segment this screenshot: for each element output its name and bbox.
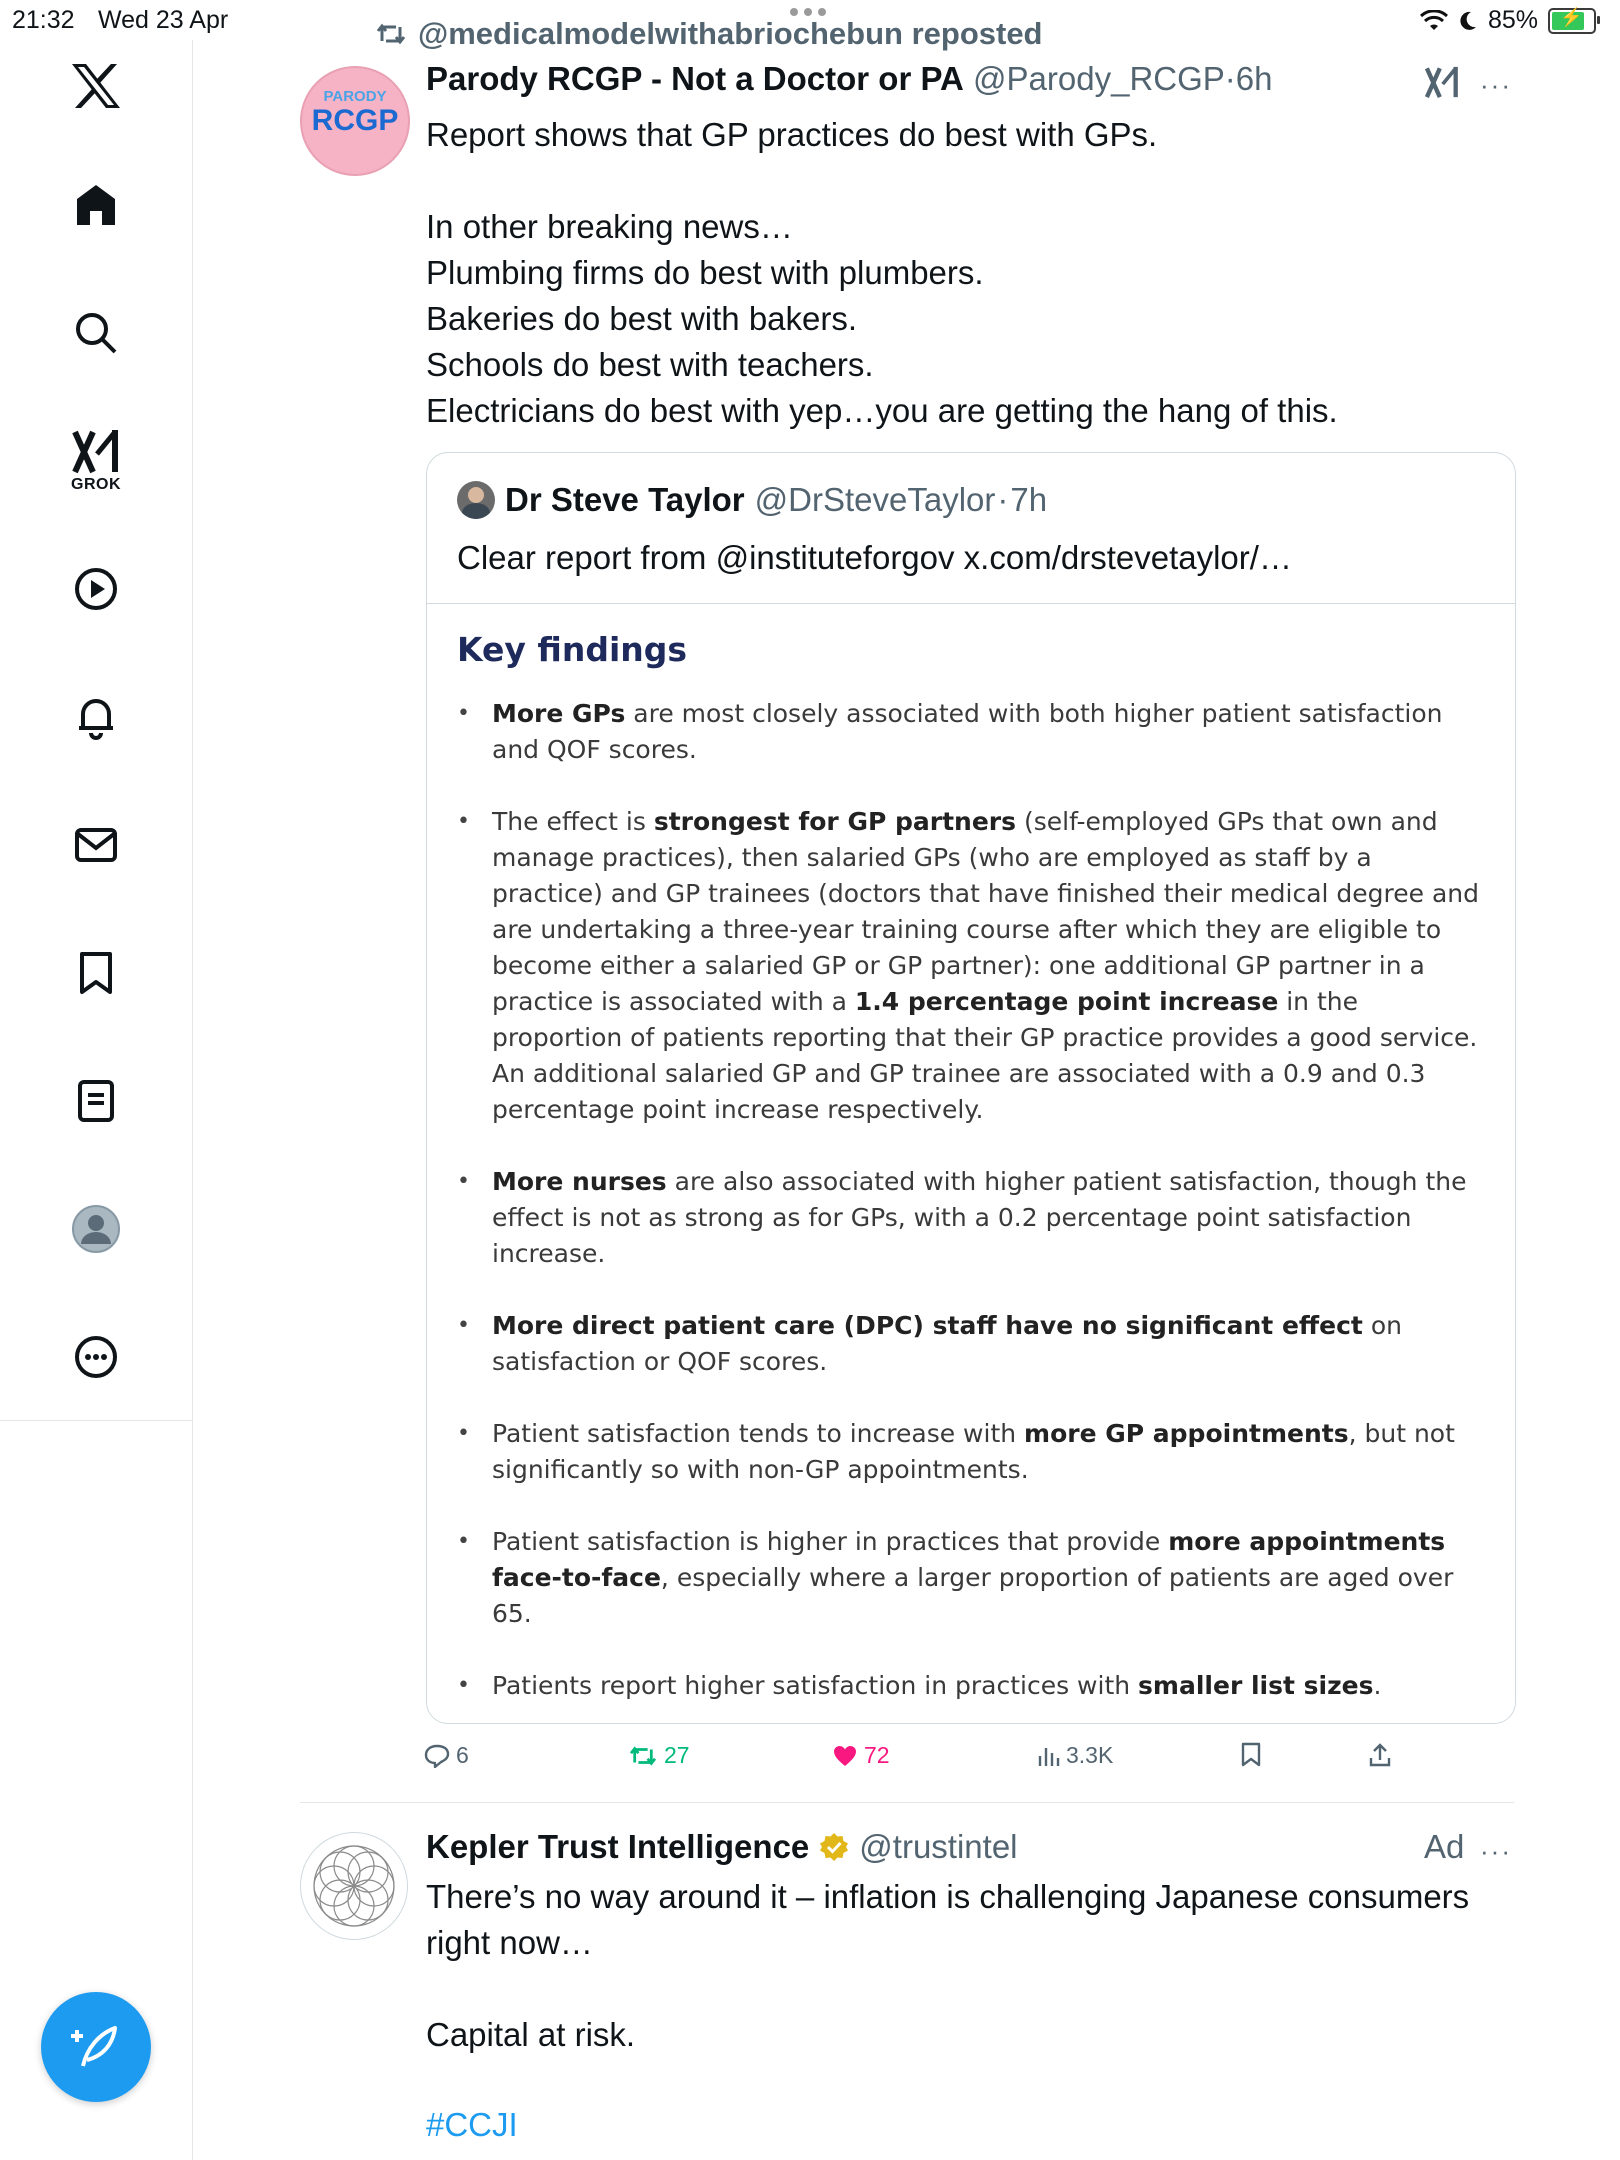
sidebar-item-bookmarks[interactable]: [0, 950, 192, 996]
ad-author-name[interactable]: Kepler Trust Intelligence: [426, 1828, 810, 1865]
ad-more-button[interactable]: ···: [1480, 1836, 1512, 1866]
share-button[interactable]: [1368, 1742, 1392, 1768]
finding-item: [457, 1308, 1487, 1380]
findings-list: [457, 696, 1487, 1724]
compose-post-button[interactable]: [41, 1992, 151, 2102]
post-text: Report shows that GP practices do best with GPs. In other breaking news… Plumbing firms do best with plumbers. Bakeries do best with bakers. Schools do best with teachers. Electricians do best with yep…you are getting the hang of this.: [426, 116, 1338, 429]
finding-text: (self-employed GPs that own and manage practices), then salaried GPs (who are employed as staff by a practice) and GP trainees (doctors that have finished their medical degree and are undertaking a three-year training course after which they are eligible to become either a salaried GP or GP partner): one additional GP partner in a practice is associated with a: [492, 807, 1479, 1016]
finding-bold-text: More nurses: [492, 1167, 667, 1196]
status-time: 21:32: [12, 6, 75, 34]
sidebar-item-more[interactable]: [0, 1334, 192, 1380]
author-name[interactable]: Parody RCGP - Not a Doctor or PA: [426, 60, 964, 97]
finding-bold-text: strongest for GP partners: [653, 807, 1017, 836]
grok-icon: [71, 428, 121, 474]
post-header: [426, 60, 1273, 98]
quote-header: [457, 481, 1047, 519]
multitasking-dots[interactable]: [790, 8, 826, 16]
grok-label: GROK: [71, 476, 121, 493]
finding-text: on satisfaction or QOF scores.: [492, 1311, 1402, 1376]
post-time[interactable]: 6h: [1235, 60, 1273, 97]
ad-post-header: [426, 1828, 1018, 1866]
finding-text: , but not significantly so with non-GP appointments.: [492, 1419, 1455, 1484]
sidebar-item-notifications[interactable]: [0, 694, 192, 740]
home-icon: [73, 182, 119, 228]
key-findings-title: Key findings: [457, 630, 688, 669]
views-count: 3.3K: [1066, 1742, 1114, 1768]
more-circle-icon: [73, 1334, 119, 1380]
repost-icon: [376, 21, 406, 47]
finding-item: [457, 1524, 1487, 1632]
status-right: [1420, 6, 1596, 35]
compose-feather-icon: [69, 2020, 123, 2074]
finding-text: are also associated with higher patient satisfaction, though the effect is not as strong as for GPs, with a 0.2 percentage point satisfaction increase.: [492, 1167, 1467, 1268]
grok-icon: [1424, 64, 1460, 100]
share-icon: [1368, 1742, 1392, 1768]
finding-text: .: [1373, 1671, 1382, 1700]
list-icon: [73, 1078, 119, 1124]
quote-author-handle: @DrSteveTaylor: [754, 481, 996, 518]
column-divider: [192, 1420, 193, 2160]
battery-percent: 85%: [1487, 6, 1538, 34]
post-more-button[interactable]: ···: [1480, 70, 1512, 100]
finding-item: [457, 1416, 1487, 1488]
status-date: Wed 23 Apr: [98, 6, 229, 34]
mail-icon: [73, 822, 119, 868]
repost-indicator: [376, 16, 1043, 52]
sidebar-divider: [0, 1420, 192, 1421]
reply-button[interactable]: [424, 1742, 469, 1769]
finding-bold-text: More GPs: [492, 699, 626, 728]
finding-bold-text: more appointments face-to-face: [492, 1527, 1446, 1592]
quote-author-name: Dr Steve Taylor: [505, 481, 745, 518]
finding-item: [457, 1668, 1487, 1704]
like-button[interactable]: [832, 1742, 890, 1769]
finding-text: , especially where a larger proportion of patients are aged over 65.: [492, 1563, 1454, 1628]
quote-time: 7h: [1010, 481, 1048, 518]
ad-author-avatar[interactable]: [300, 1832, 408, 1940]
quote-image[interactable]: [427, 604, 1515, 1723]
post-actions: [424, 1742, 1484, 1782]
sidebar-item-messages[interactable]: [0, 822, 192, 868]
quote-text: Clear report from @instituteforgov x.com/drstevetaylor/…: [457, 539, 1292, 576]
finding-bold-text: more GP appointments: [1024, 1419, 1349, 1448]
quoted-post[interactable]: [426, 452, 1516, 1724]
repost-count: 27: [664, 1742, 690, 1768]
finding-text: Patients report higher satisfaction in practices with: [492, 1671, 1139, 1700]
heart-icon: [832, 1744, 858, 1768]
wifi-icon: [1420, 10, 1448, 32]
avatar-parody-text: PARODY: [323, 88, 387, 105]
sidebar-item-lists[interactable]: [0, 1078, 192, 1124]
quote-author-avatar: [457, 481, 495, 519]
repost-text[interactable]: @medicalmodelwithabriochebun reposted: [418, 16, 1043, 51]
views-button[interactable]: [1036, 1742, 1113, 1769]
ad-author-handle[interactable]: @trustintel: [859, 1828, 1018, 1865]
repost-icon: [628, 1744, 658, 1768]
like-count: 72: [864, 1742, 890, 1768]
finding-text: Patient satisfaction is higher in practices that provide: [492, 1527, 1169, 1556]
ad-label: Ad: [1424, 1828, 1465, 1865]
sidebar-item-profile[interactable]: [0, 1204, 192, 1254]
finding-bold-text: 1.4 percentage point increase: [854, 987, 1279, 1016]
author-avatar[interactable]: [300, 66, 410, 176]
reply-count: 6: [456, 1742, 469, 1768]
x-logo-icon: [70, 62, 122, 110]
verified-badge-icon: [819, 1832, 849, 1862]
finding-bold-text: smaller list sizes: [1138, 1671, 1374, 1700]
x-logo[interactable]: [0, 62, 192, 110]
sidebar-item-videos[interactable]: [0, 566, 192, 612]
author-handle[interactable]: @Parody_RCGP: [973, 60, 1225, 97]
dot-separator: ·: [997, 481, 1009, 518]
avatar: [71, 1204, 121, 1254]
finding-item: [457, 804, 1487, 1128]
views-chart-icon: [1036, 1744, 1060, 1768]
ad-text: There’s no way around it – inflation is challenging Japanese consumers right now… Capital at risk.: [426, 1878, 1470, 2053]
kepler-logo-icon: [301, 1833, 407, 1939]
moon-icon: [1458, 10, 1478, 32]
finding-text: in the proportion of patients reporting that their GP practice provides a good service. An additional salaried GP and GP trainee are associated with a 0.9 and 0.3 percentage point increase respectively.: [492, 987, 1478, 1124]
finding-item: [457, 696, 1487, 768]
grok-explain-button[interactable]: [1424, 64, 1460, 105]
bookmark-icon: [73, 950, 119, 996]
ad-hashtag-link[interactable]: #CCJI: [426, 2106, 518, 2143]
bookmark-icon: [1240, 1742, 1262, 1768]
reply-icon: [424, 1744, 450, 1768]
play-circle-icon: [73, 566, 119, 612]
sidebar-item-grok[interactable]: [0, 428, 192, 494]
finding-text: are most closely associated with both higher patient satisfaction and QOF scores.: [492, 699, 1443, 764]
finding-text: The effect is: [492, 807, 654, 836]
search-icon: [73, 310, 119, 356]
finding-bold-text: More direct patient care (DPC) staff have no significant effect: [492, 1311, 1363, 1340]
bell-icon: [73, 694, 119, 740]
bookmark-button[interactable]: [1240, 1742, 1262, 1768]
sidebar-item-explore[interactable]: [0, 310, 192, 356]
finding-item: [457, 1164, 1487, 1272]
finding-text: Patient satisfaction tends to increase with: [492, 1419, 1025, 1448]
dot-separator: ·: [1224, 60, 1236, 97]
battery-icon: ⚡: [1548, 8, 1596, 34]
post-separator: [300, 1802, 1514, 1803]
sidebar-item-home[interactable]: [0, 182, 192, 228]
avatar-rcgp-text: RCGP: [311, 104, 399, 137]
repost-button[interactable]: [628, 1742, 690, 1769]
